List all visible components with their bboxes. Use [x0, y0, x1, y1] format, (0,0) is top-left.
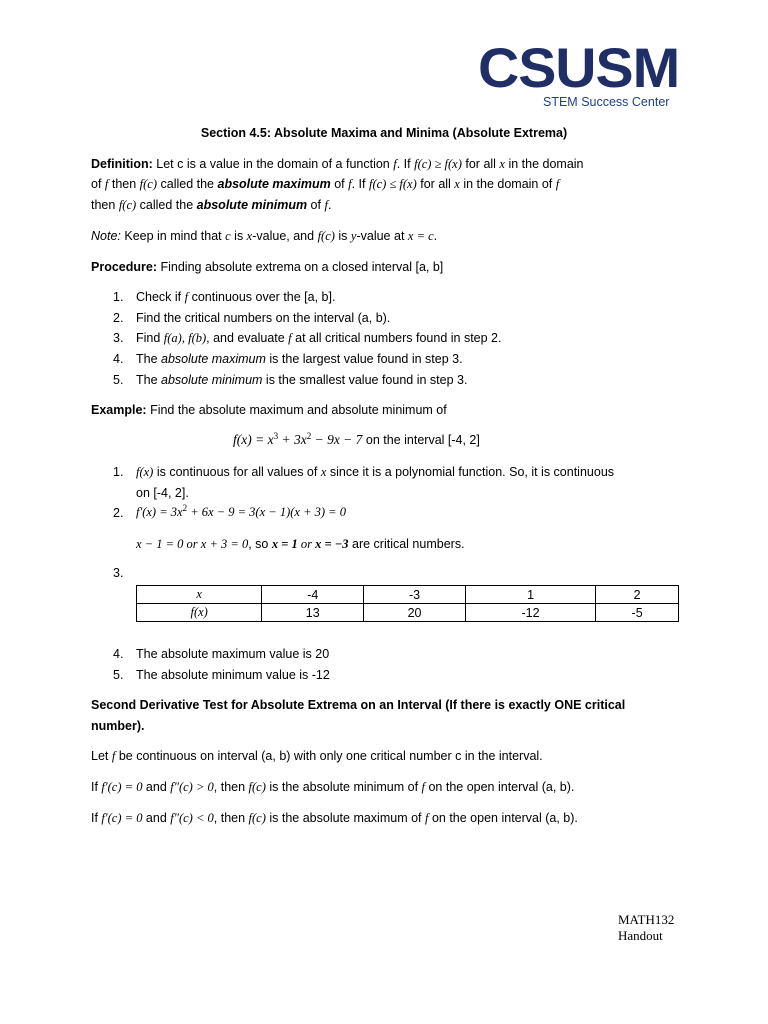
text: Let c is a value in the domain of a function [152, 157, 394, 171]
math: f(c) [248, 780, 266, 794]
text: is continuous for all values of [153, 465, 321, 479]
footer-course: MATH132 [618, 912, 675, 927]
math: + 6x − 9 = 3(x − 1)(x + 3) = 0 [187, 505, 346, 519]
text: If [91, 780, 102, 794]
math: f [348, 177, 352, 191]
math: f [288, 331, 292, 345]
math: f"(c) < 0 [170, 811, 214, 825]
example-step-4: The absolute maximum value is 20 [136, 647, 330, 661]
text: is the smallest value found in step 3. [262, 373, 468, 387]
text: then [108, 177, 140, 191]
example-function [233, 432, 480, 448]
text: since it is a polynomial function. So, it is continuous [326, 465, 615, 479]
values-table [136, 585, 679, 622]
text: of [330, 177, 349, 191]
table-cell: 1 [465, 586, 595, 604]
math: f(c) [248, 811, 266, 825]
exponent: 2 [306, 431, 312, 441]
text: Finding absolute extrema on a closed interval [a, b] [157, 260, 444, 274]
math: f(x) = x [233, 432, 274, 447]
definition-line-1 [91, 157, 584, 172]
table-header-fx: f(x) [137, 604, 262, 622]
definition-label: Definition: [91, 157, 153, 171]
procedure-step-1 [136, 290, 335, 305]
table-cell: 2 [596, 586, 679, 604]
text: is [334, 229, 351, 243]
text: . If [351, 177, 369, 191]
second-test-let [91, 749, 543, 764]
csusm-logo: CSUSM [478, 36, 680, 99]
text: Find [136, 331, 164, 345]
example-step-1-cont: on [-4, 2]. [136, 486, 189, 500]
logo-subtitle: STEM Success Center [543, 95, 670, 109]
example-step-2 [136, 505, 346, 520]
math: f [421, 780, 425, 794]
note-label: Note: [91, 229, 121, 243]
math: f′(c) = 0 [101, 811, 143, 825]
math: f [111, 749, 116, 763]
text: Check if [136, 290, 185, 304]
second-test-heading: Second Derivative Test for Absolute Extrema on an Interval (If there is exactly ONE critical [91, 698, 626, 712]
math: f(x) [136, 465, 154, 479]
math: f′(c) = 0 [101, 780, 143, 794]
table-cell: 20 [364, 604, 466, 622]
text: Keep in mind that [120, 229, 226, 243]
text: is the absolute maximum of [265, 811, 425, 825]
math: f [104, 177, 109, 191]
procedure-step-3 [136, 331, 501, 346]
step-number: 3. [113, 331, 124, 345]
example-step-1 [136, 465, 614, 480]
example-step-2-critical [136, 537, 465, 552]
example-label: Example: [91, 403, 147, 417]
text: continuous over the [a, b]. [188, 290, 336, 304]
text: is the largest value found in step 3. [265, 352, 463, 366]
math: f(a), f(b) [163, 331, 207, 345]
math: f [425, 811, 429, 825]
math: x [499, 157, 505, 171]
math: x − 1 = 0 or x + 3 = 0 [136, 537, 249, 551]
text: of [307, 198, 325, 212]
step-number: 2. [113, 311, 124, 325]
text: in the domain of [459, 177, 556, 191]
math: f [184, 290, 189, 304]
math: x [246, 229, 253, 243]
table-cell: -5 [596, 604, 679, 622]
text: called the [136, 198, 197, 212]
text: and [142, 780, 171, 794]
text: -value at [356, 229, 408, 243]
math: − 9x − 7 [311, 432, 363, 447]
table-header-x: x [137, 586, 262, 604]
table-row [137, 586, 679, 604]
math: or [297, 537, 316, 551]
text: be continuous on interval (a, b) with only one critical number c in the interval. [115, 749, 543, 763]
math: f′(x) = 3x [136, 505, 183, 519]
step-number: 4. [113, 647, 124, 661]
text: on the interval [-4, 2] [362, 433, 480, 447]
text: The [136, 352, 162, 366]
procedure-step-5 [136, 373, 467, 387]
footer-label: Handout [618, 928, 663, 943]
math: f(c) ≥ f(x) [414, 157, 462, 171]
math: f(c) [139, 177, 158, 191]
text: Let [91, 749, 112, 763]
text: Find the absolute maximum and absolute minimum of [146, 403, 447, 417]
step-number: 2. [113, 506, 124, 520]
term-absolute-maximum: absolute maximum [217, 177, 331, 191]
procedure-line [91, 260, 443, 274]
table-cell: -12 [465, 604, 595, 622]
text: is the absolute minimum of [265, 780, 422, 794]
math: f(c) ≤ f(x) [368, 177, 417, 191]
table-cell: -3 [364, 586, 466, 604]
math: f"(c) > 0 [170, 780, 214, 794]
text: of [91, 177, 105, 191]
term-absolute-minimum: absolute minimum [196, 198, 308, 212]
text: . [433, 229, 438, 243]
procedure-label: Procedure: [91, 260, 157, 274]
procedure-step-2: Find the critical numbers on the interval (a, b). [136, 311, 391, 325]
definition-line-3 [91, 198, 331, 213]
text: on the open interval (a, b). [425, 780, 575, 794]
text: for all [461, 157, 500, 171]
step-number: 5. [113, 373, 124, 387]
note-line [91, 229, 437, 244]
math: x [320, 465, 327, 479]
second-test-min [91, 780, 574, 795]
second-test-heading-cont: number). [91, 719, 145, 733]
text: in the domain [504, 157, 584, 171]
table-row [137, 604, 679, 622]
page-title: Section 4.5: Absolute Maxima and Minima (Absolute Extrema) [200, 126, 568, 140]
footer [618, 912, 674, 944]
math: x = c [407, 229, 434, 243]
text: -value, and [252, 229, 318, 243]
text: , then [213, 780, 249, 794]
text: The [136, 373, 162, 387]
procedure-step-4 [136, 352, 463, 366]
table-cell: 13 [262, 604, 364, 622]
math: x [454, 177, 460, 191]
table-cell: -4 [262, 586, 364, 604]
text: and [142, 811, 171, 825]
math: x = −3 [315, 537, 349, 551]
text: then [91, 198, 119, 212]
text: , and evaluate [206, 331, 289, 345]
step-number: 5. [113, 668, 124, 682]
step-number: 3. [113, 566, 124, 580]
step-number: 4. [113, 352, 124, 366]
definition-line-2 [91, 177, 559, 192]
math: + 3x [278, 432, 307, 447]
math: x = 1 [271, 537, 298, 551]
text: are critical numbers. [348, 537, 465, 551]
math: c [225, 229, 231, 243]
step-number: 1. [113, 290, 124, 304]
text: for all [416, 177, 455, 191]
text: , so [248, 537, 272, 551]
emphasis: absolute minimum [161, 373, 263, 387]
math: f [555, 177, 560, 191]
text: . If [396, 157, 415, 171]
example-step-5: The absolute minimum value is -12 [136, 668, 330, 682]
math: f(c) [118, 198, 137, 212]
text: . [327, 198, 332, 212]
text: is [230, 229, 247, 243]
text: If [91, 811, 102, 825]
step-number: 1. [113, 465, 124, 479]
math: f [393, 157, 397, 171]
text: called the [157, 177, 218, 191]
math: f(c) [317, 229, 335, 243]
text: on the open interval (a, b). [428, 811, 578, 825]
second-test-max [91, 811, 578, 826]
math: f [324, 198, 328, 212]
exponent: 3 [273, 431, 279, 441]
exponent: 2 [182, 503, 188, 513]
text: , then [213, 811, 249, 825]
text: at all critical numbers found in step 2. [291, 331, 502, 345]
math: y [350, 229, 357, 243]
example-line [91, 403, 447, 417]
emphasis: absolute maximum [161, 352, 266, 366]
